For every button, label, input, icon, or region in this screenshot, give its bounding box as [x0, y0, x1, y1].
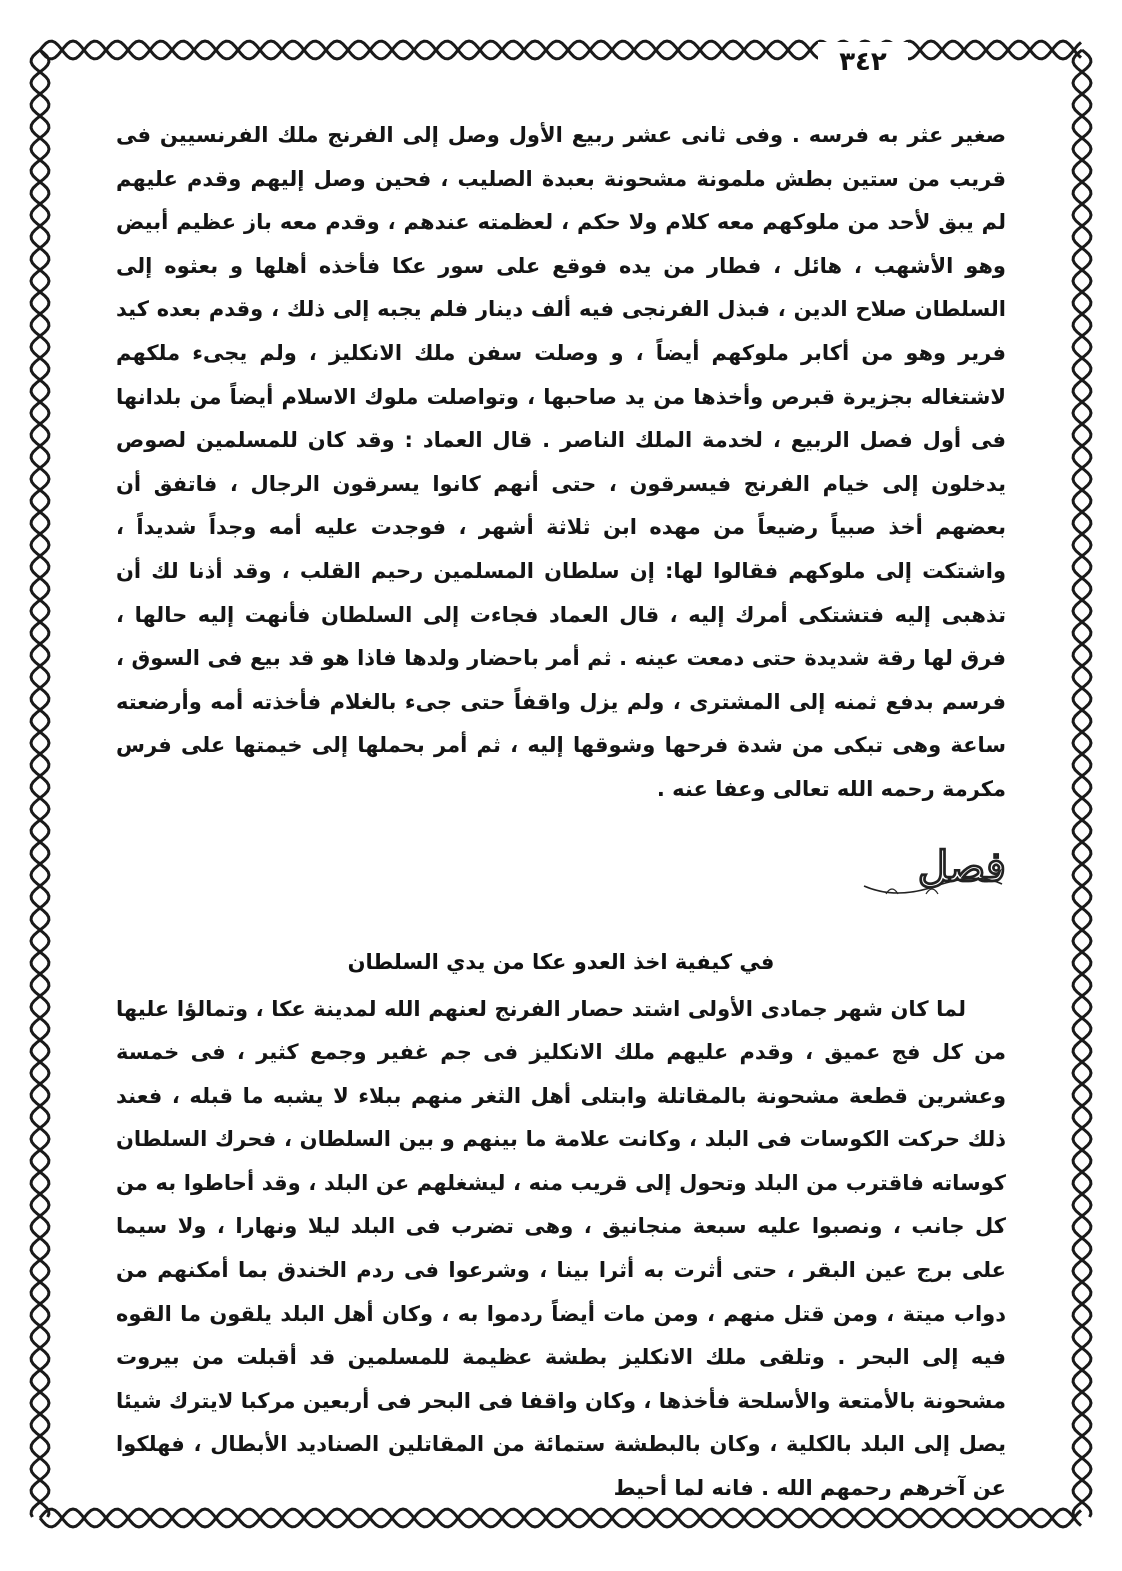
- chapter-title: في كيفية اخذ العدو عكا من يدي السلطان: [347, 949, 775, 974]
- paragraph-2: لما كان شهر جمادى الأولى اشتد حصار الفرنج لعنهم الله لمدينة عكا ، وتمالؤا عليها من كل فج عميق ، وقدم عليهم ملك الانكليز فى جم غفير وجمع كثير ، فى خمسة وعشرين قطعة مشحونة بالمقاتلة وابتلى أهل الثغر منهم ببلاء لا يشبه ما قبله ، فعند ذلك حركت الكوسات فى البلد ، وكانت علامة ما بينهم و بين السلطان ، فحرك السلطان كوساته فاقترب من البلد وتحول إلى قريب منه ، ليشغلهم عن البلد ، وقد أحاطوا به من كل جانب ، ونصبوا عليه سبعة منجانيق ، وهى تضرب فى البلد ليلا ونهارا ، ولا سيما على برج عين البقر ، حتى أثرت به أثرا بينا ، وشرعوا فى ردم الخندق بما أمكنهم من دواب ميتة ، ومن قتل منهم ، ومن مات أيضاً ردموا به ، وكان أهل البلد يلقون ما القوه فيه إلى البحر . وتلقى ملك الانكليز بطشة عظيمة للمسلمين قد أقبلت من بيروت مشحونة بالأمتعة والأسلحة فأخذها ، وكان واقفا فى البحر فى أربعين مركبا لايترك شيئا يصل إلى البلد بالكلية ، وكان بالبطشة ستمائة من المقاتلين الصناديد الأبطال ، فهلكوا عن آخرهم رحمهم الله . فانه لما أحيط: [116, 996, 1006, 1501]
- page-body: [116, 114, 1006, 1501]
- section-heading: [116, 838, 1006, 918]
- section-heading-word: فصل: [917, 841, 1006, 891]
- heading-flourish-icon: [856, 838, 1006, 908]
- page-number: ٣٤٢: [818, 42, 908, 82]
- paragraph-1: صغير عثر به فرسه . وفى ثانى عشر ربيع الأول وصل إلى الفرنج ملك الفرنسيين فى قريب من ستين بطش ملمونة مشحونة بعبدة الصليب ، فحين وصل إليهم وقدم عليهم لم يبق لأحد من ملوكهم معه كلام ولا حكم ، لعظمته عندهم ، وقدم معه باز عظيم أبيض وهو الأشهب ، هائل ، فطار من يده فوقع على سور عكا فأخذه أهلها و بعثوه إلى السلطان صلاح الدين ، فبذل الفرنجى فيه ألف دينار فلم يجبه إلى ذلك ، وقدم بعده كيد فرير وهو من أكابر ملوكهم أيضاً ، و وصلت سفن ملك الانكليز ، ولم يجىء ملكهم لاشتغاله بجزيرة قبرص وأخذها من يد صاحبها ، وتواصلت ملوك الاسلام أيضاً من بلدانها فى أول فصل الربيع ، لخدمة الملك الناصر . قال العماد : وقد كان للمسلمين لصوص يدخلون إلى خيام الفرنج فيسرقون ، حتى أنهم كانوا يسرقون الرجال ، فاتفق أن بعضهم أخذ صبياً رضيعاً من مهده ابن ثلاثة أشهر ، فوجدت عليه أمه وجداً شديداً ، واشتكت إلى ملوكهم فقالوا لها: إن سلطان المسلمين رحيم القلب ، وقد أذنا لك أن تذهبى إليه فتشتكى أمرك إليه ، قال العماد فجاءت إلى السلطان فأنهت إليه حالها ، فرق لها رقة شديدة حتى دمعت عينه . ثم أمر باحضار ولدها فاذا هو قد بيع فى السوق ، فرسم بدفع ثمنه إلى المشترى ، ولم يزل واقفاً حتى جىء بالغلام فأخذته أمه وأرضعته ساعة وهى تبكى من شدة فرحها وشوقها إليه ، ثم أمر بحملها إلى خيمتها على فرس مكرمة رحمه الله تعالى وعفا عنه .: [116, 123, 1006, 801]
